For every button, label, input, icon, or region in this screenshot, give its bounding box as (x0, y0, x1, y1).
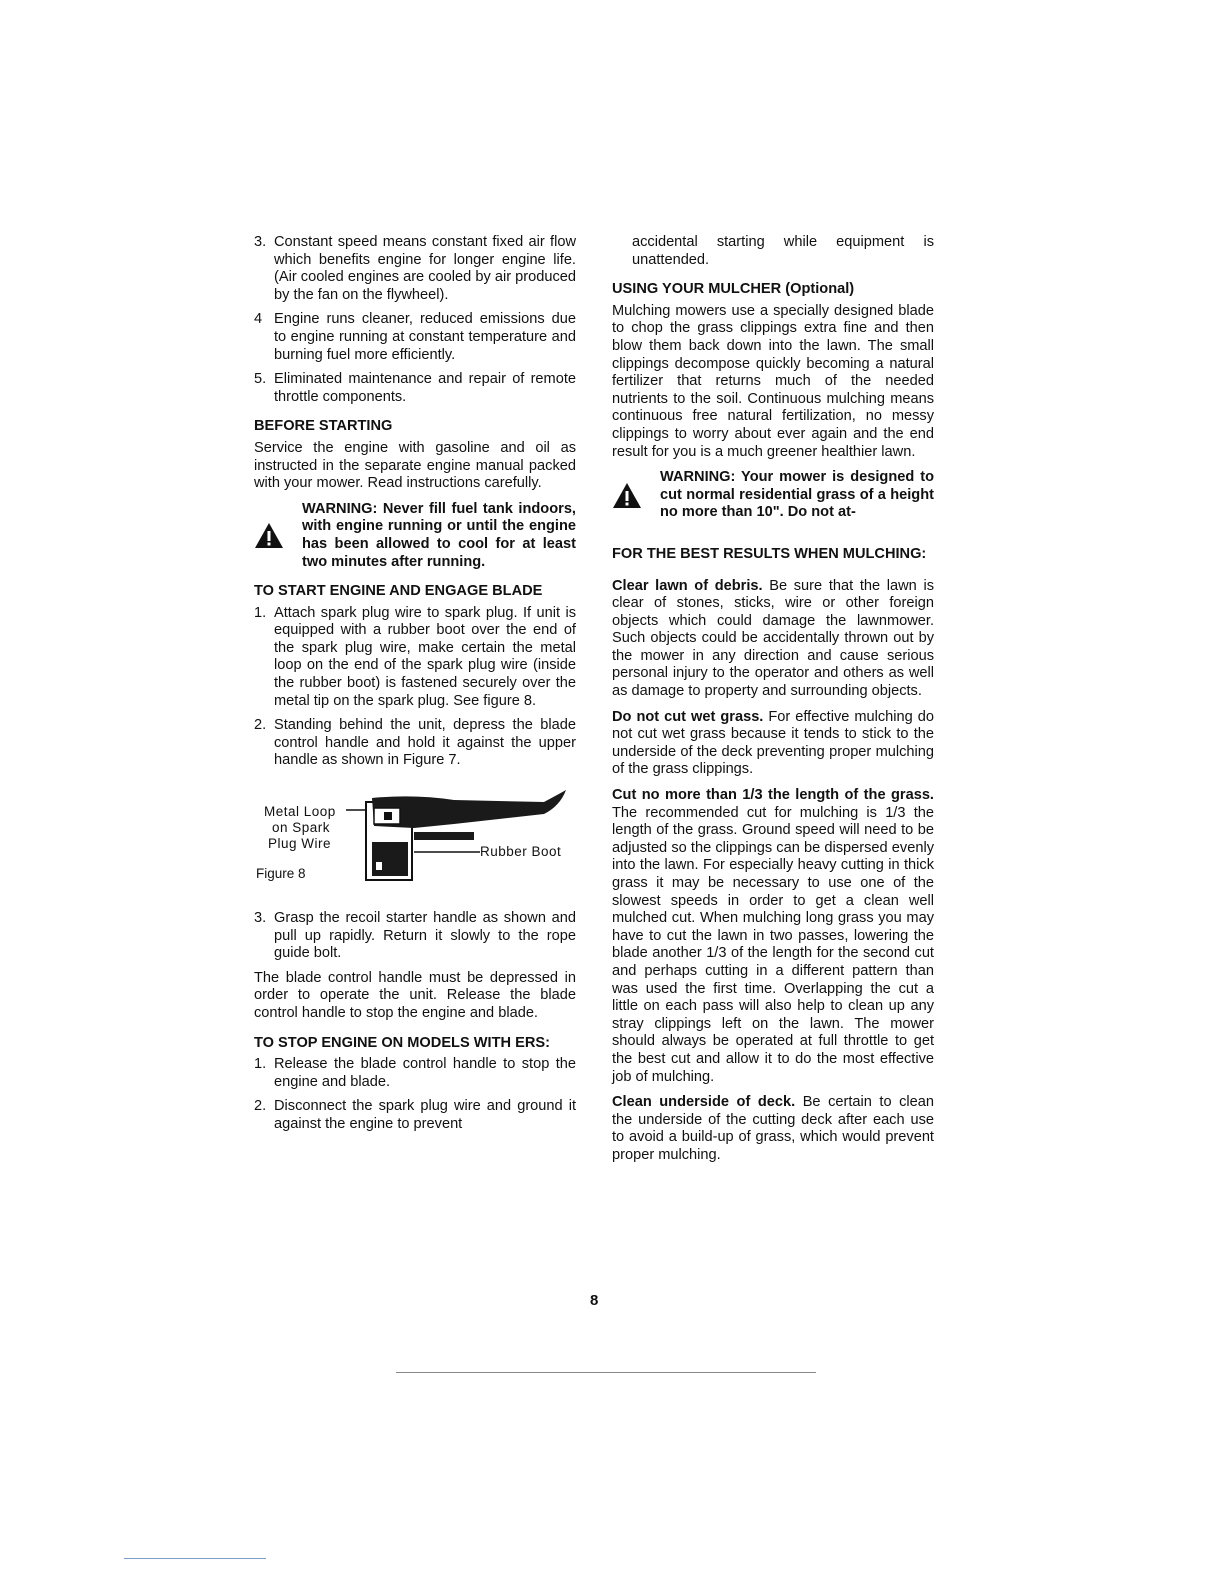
figure-8 (254, 784, 576, 896)
mulcher-text: Mulching mowers use a specially designed blade to chop the grass clippings extra fine and then blow them back down into the lawn. The small clippings decompose quickly becoming a natural fertilizer that returns much of the needed nutrients to the soil. Continuous mulching means continuous free natural fertilization, no messy clippings to worry about ever again and the end result for you is a much greener healthier lawn. (612, 302, 934, 460)
tip-clear-lawn: Clear lawn of debris. Be sure that the lawn is clear of stones, sticks, wire or other foreign objects which could damage the lawnmower. Such objects could be accidentally thrown out by the mower in any direction and cause serious personal injury to the operator and others as well as damage to property and surrounding objects. (612, 577, 935, 700)
scan-artifact-line (396, 1372, 816, 1373)
mulcher-heading: USING YOUR MULCHER (Optional) (612, 281, 855, 298)
stop-engine-heading: TO STOP ENGINE ON MODELS WITH ERS: (254, 1034, 550, 1051)
list-item: 1. Release the blade control handle to stop the engine and blade. (254, 1056, 576, 1090)
left-column (254, 234, 576, 1141)
page-number: 8 (590, 1292, 599, 1309)
figure-label-plug-wire: Plug Wire (268, 836, 332, 852)
figure-label-metal-loop: Metal Loop (264, 804, 336, 820)
figure-caption: Figure 8 (256, 866, 306, 882)
right-column (612, 234, 934, 1173)
tip-clean-deck: Clean underside of deck. Be certain to clean the underside of the cutting deck after each use to avoid a build-up of grass, which would prevent proper mulching. (612, 1094, 934, 1163)
blade-control-text: The blade control handle must be depressed in order to operate the unit. Release the blade control handle to stop the engine and blade. (254, 969, 576, 1021)
list-item: 1. Attach spark plug wire to spark plug. If unit is equipped with a rubber boot over the end of the spark plug wire, make certain the metal loop on the end of the spark plug wire (inside the rubber boot) is fastened securely over the metal tip on the spark plug. See figure 8. (254, 604, 576, 709)
tip-cut-length: Cut no more than 1/3 the length of the grass. The recommended cut for mulching is 1/3 the length of the grass. Ground speed will need to be adjusted so the clippings can be dispersed evenly into the lawn. For especially heavy cutting in thick grass it may be necessary to use one of the slowest speeds in order to get a clean well mulched cut. When mulching long grass you may have to cut the lawn in two passes, lowering the blade another 1/3 of the length for the second cut and perhaps cutting in a different pattern than was used the first time. Overlapping the cut a little on each pass will also help to clean up any stray clippings left on the lawn. The mower should always be operated at full throttle to get the best cut and allow it to do the most effective job of mulching. (612, 787, 934, 1085)
before-starting-heading: BEFORE STARTING (254, 418, 393, 435)
before-starting-text: Service the engine with gasoline and oil as instructed in the separate engine manual packed with your mower. Read instructions carefully. (254, 439, 576, 492)
tip-wet-grass: Do not cut wet grass. For effective mulching do not cut wet grass because it tends to stick to the underside of the deck preventing proper mulching of the grass clippings. (612, 708, 934, 778)
figure-label-on-spark: on Spark (272, 820, 331, 836)
list-item: 4 Engine runs cleaner, reduced emissions due to engine running at constant temperature and burning fuel more efficiently. (254, 311, 576, 363)
list-item: 2. Standing behind the unit, depress the blade control handle and hold it against the upper handle as shown in Figure 7. (254, 717, 576, 769)
best-results-heading: FOR THE BEST RESULTS WHEN MULCHING: (612, 545, 927, 562)
warning-fuel: WARNING: Never fill fuel tank indoors, with engine running or until the engine has been allowed to cool for at least two minutes after running. (254, 501, 576, 571)
warning-grass-height: WARNING: Your mower is designed to cut normal residential grass of a height no more than 10". Do not at- (612, 469, 934, 522)
list-item: 5. Eliminated maintenance and repair of remote throttle components. (254, 371, 576, 405)
list-item: 3. Grasp the recoil starter handle as shown and pull up rapidly. Return it slowly to the rope guide bolt. (254, 910, 576, 962)
scan-artifact-line (124, 1558, 266, 1559)
list-item: 3. Constant speed means constant fixed air flow which benefits engine for longer engine life. (Air cooled engines are cooled by air produced by the fan on the flywheel). (254, 234, 576, 303)
warning-triangle-icon (612, 482, 660, 509)
start-engine-heading: TO START ENGINE AND ENGAGE BLADE (254, 583, 543, 600)
list-item: 2. Disconnect the spark plug wire and ground it against the engine to prevent (254, 1098, 576, 1132)
figure-label-rubber-boot: Rubber Boot (480, 844, 562, 860)
warning-triangle-icon (254, 522, 302, 549)
continued-text: accidental starting while equipment is unattended. (632, 234, 934, 268)
